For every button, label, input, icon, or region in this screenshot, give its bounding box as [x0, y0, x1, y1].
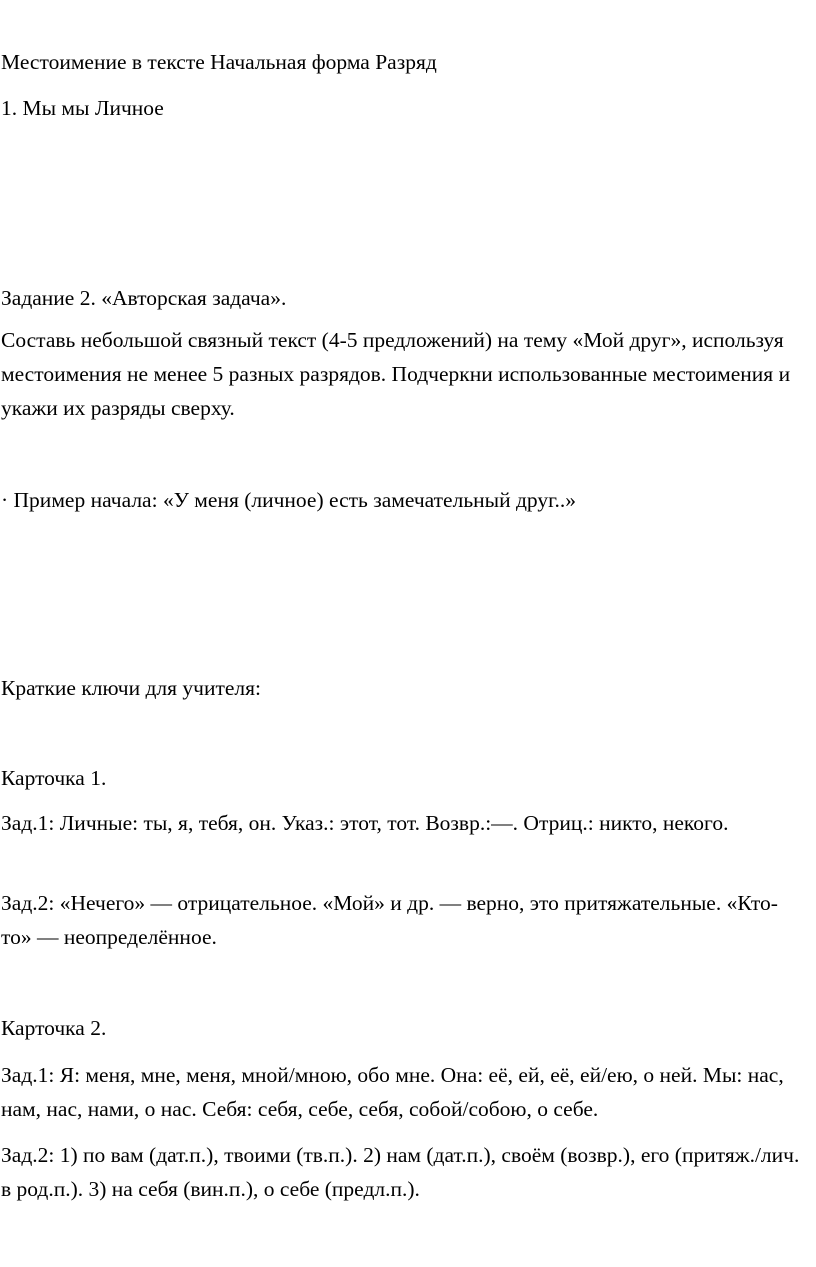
task2-example: · Пример начала: «У меня (личное) есть замечательный друг..» [1, 488, 577, 512]
task2-title: Задание 2. «Авторская задача». [1, 286, 287, 310]
card1-task1: Зад.1: Личные: ты, я, тебя, он. Указ.: этот, тот. Возвр.:—. Отриц.: никто, некого. [1, 811, 729, 835]
card1-title: Карточка 1. [1, 766, 107, 790]
card2-task2: Зад.2: 1) по вам (дат.п.), твоими (тв.п.). 2) нам (дат.п.), своём (возвр.), его (притяж./лич. в род.п.). 3) на себя (вин.п.), о себе (предл.п.). [1, 1143, 800, 1201]
card2-task1: Зад.1: Я: меня, мне, меня, мной/мною, обо мне. Она: её, ей, её, ей/ею, о ней. Мы: нас, нам, нас, нами, о нас. Себя: себя, себе, себя, собой/собою, о себе. [1, 1063, 784, 1121]
card2-title: Карточка 2. [1, 1016, 107, 1040]
card1-task2: Зад.2: «Нечего» — отрицательное. «Мой» и др. — верно, это притяжательные. «Кто-то» — неопределённое. [1, 891, 778, 949]
table-header: Местоимение в тексте Начальная форма Разряд [1, 50, 437, 74]
table-row: 1. Мы мы Личное [1, 96, 164, 120]
task2-instructions: Составь небольшой связный текст (4-5 предложений) на тему «Мой друг», используя местоимения не менее 5 разных разрядов. Подчеркни использованные местоимения и укажи их разряды сверху. [1, 328, 791, 420]
keys-title: Краткие ключи для учителя: [1, 676, 261, 700]
